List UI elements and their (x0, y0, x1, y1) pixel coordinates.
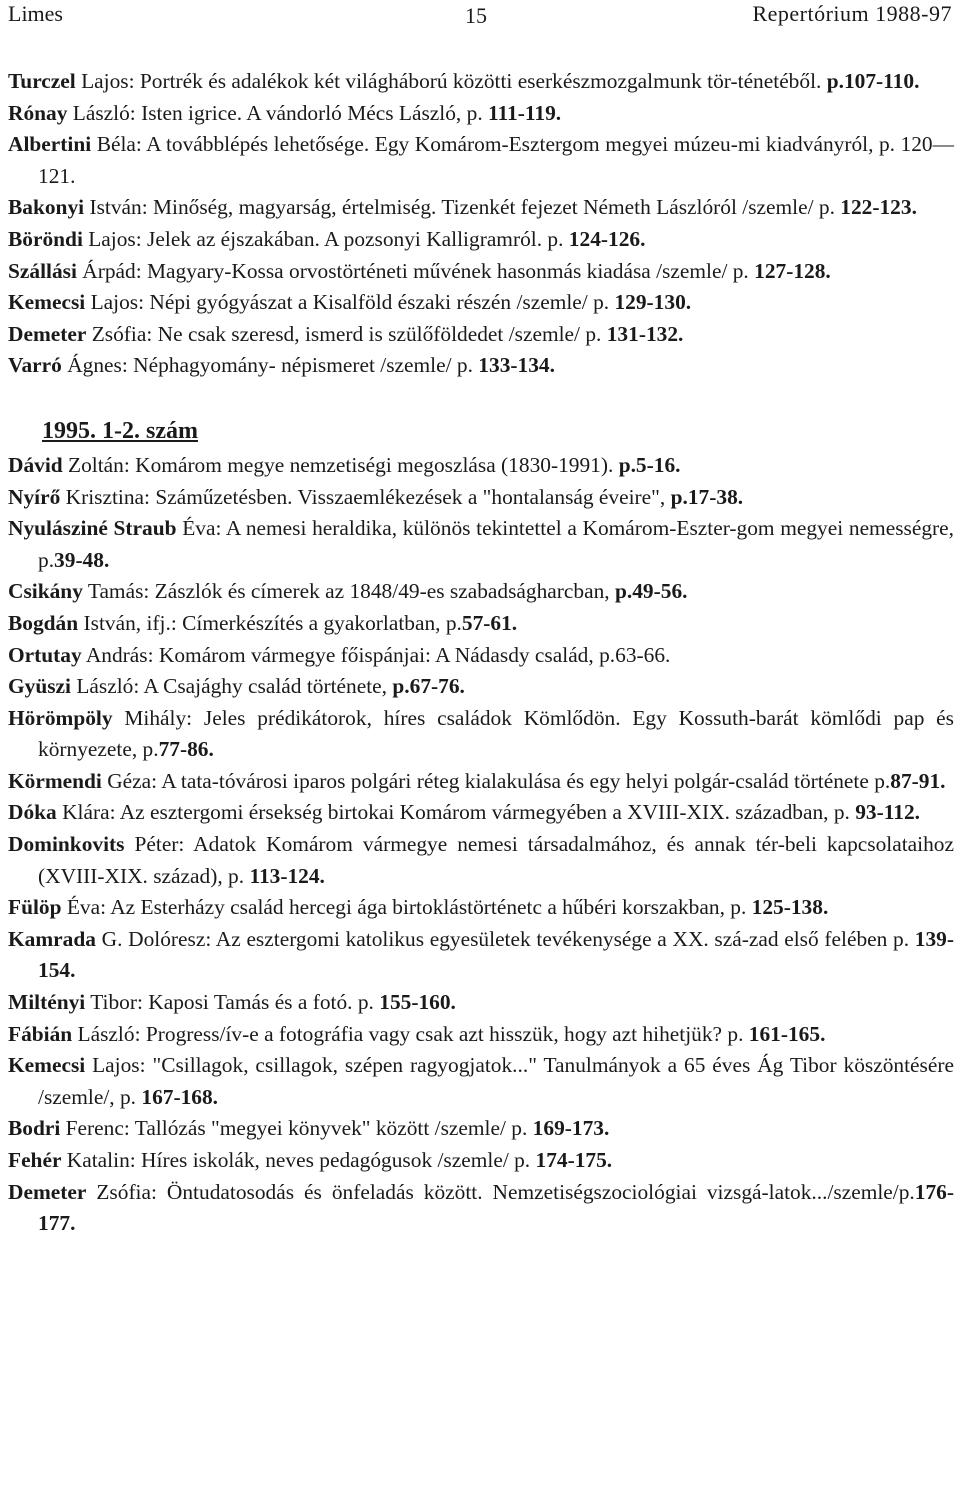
bibliography-entry (8, 287, 954, 319)
entry-text: Géza: A tata-tóvárosi iparos polgári réteg kialakulása és egy helyi polgár-család története p. (101, 768, 891, 793)
entry-author: Körmendi (8, 768, 102, 793)
bibliography-entry (8, 66, 954, 98)
entry-pages: 169-173. (532, 1116, 610, 1141)
bibliography-entry (8, 987, 954, 1019)
entry-author: Demeter (8, 1179, 87, 1204)
entry-text: László: A Csajághy család története, (71, 674, 393, 699)
entry-text: Béla: A továbblépés lehetősége. Egy Komárom-Esztergom megyei múzeu-mi kiadványról, p. 120—121. (38, 132, 954, 188)
bibliography-entry (8, 129, 954, 192)
entry-pages: 167-168. (141, 1084, 219, 1109)
entry-text: Lajos: Portrék és adalékok két világháború közötti eserkészmozgalmunk tör-ténetéből. (75, 69, 827, 93)
entry-text: Ferenc: Tallózás "megyei könyvek" között /szemle/ p. (60, 1116, 533, 1141)
bibliography-entry (8, 892, 954, 924)
bibliography-entry (8, 576, 954, 608)
entry-pages: p.107-110. (826, 69, 920, 93)
entry-author: Csikány (8, 579, 83, 604)
entry-text: G. Dolóresz: Az esztergomi katolikus egyesületek tevékenysége a XX. szá-zad első felében p. (95, 926, 915, 951)
entry-text: László: Progress/ív-e a fotográfia vagy csak azt hisszük, hogy azt hihetjük? p. (72, 1021, 749, 1046)
entry-author: Ortutay (8, 642, 82, 667)
entry-text: Péter: Adatok Komárom vármegye nemesi társadalmához, és annak tér-beli kapcsolataihoz (XVIII-XIX. század), p. (38, 832, 954, 888)
bibliography-entry (8, 1177, 954, 1240)
entry-author: Albertini (8, 132, 92, 157)
entry-author: Nyulásziné Straub (8, 516, 177, 541)
bibliography-entry (8, 829, 954, 892)
entry-text: Éva: Az Esterházy család hercegi ága birtoklástörténetc a hűbéri korszakban, p. (61, 895, 752, 920)
entry-author: Kamrada (8, 926, 96, 951)
entry-author: Fehér (8, 1148, 62, 1172)
entry-author: Gyüszi (8, 674, 71, 699)
page-number: 15 (465, 3, 487, 28)
entry-text: Krisztina: Száműzetésben. Visszaemlékezések a "hontalanság éveire", (60, 484, 671, 509)
entry-author: Bodri (8, 1116, 61, 1141)
page-header (8, 0, 952, 32)
section-heading: 1995. 1-2. szám (42, 417, 198, 444)
bibliography-list (8, 66, 954, 1240)
entry-pages: 39-48. (54, 547, 110, 572)
entry-author: Turczel (8, 69, 76, 93)
entry-pages: 161-165. (748, 1021, 826, 1046)
entry-author: Hörömpöly (8, 705, 113, 730)
entry-pages: 129-130. (614, 290, 692, 315)
entry-text: Lajos: Jelek az éjszakában. A pozsonyi Kalligramról. p. (82, 226, 569, 251)
entry-pages: p.17-38. (670, 484, 744, 509)
entry-author: Rónay (8, 100, 68, 125)
bibliography-entry (8, 671, 954, 703)
entry-pages: 122-123. (840, 195, 917, 220)
entry-pages: 133-134. (478, 353, 555, 378)
bibliography-entry (8, 450, 954, 482)
entry-author: Dóka (8, 800, 57, 825)
bibliography-entry (8, 703, 954, 766)
bibliography-entry (8, 640, 954, 672)
entry-pages: p.67-76. (392, 674, 465, 699)
entry-pages: 155-160. (379, 990, 456, 1015)
entry-pages: 87-91. (890, 768, 946, 793)
bibliography-entry (8, 482, 954, 514)
entries-group-2 (8, 450, 954, 1240)
entry-author: Bogdán (8, 610, 79, 635)
entry-text: Tibor: Kaposi Tamás és a fotó. p. (85, 990, 380, 1015)
bibliography-entry (8, 1145, 954, 1177)
entry-text: András: Komárom vármegye főispánjai: A Nádasdy család, p.63-66. (81, 642, 671, 667)
repertory-title: Repertórium 1988-97 (752, 1, 952, 26)
entry-text: Árpád: Magyary-Kossa orvostörténeti művének hasonmás kiadása /szemle/ p. (76, 258, 755, 283)
entry-text: Lajos: Népi gyógyászat a Kisalföld északi részén /szemle/ p. (85, 290, 615, 315)
entry-author: Dávid (8, 452, 63, 477)
entry-author: Nyírő (8, 484, 61, 509)
entry-pages: 111-119. (488, 100, 562, 125)
entry-text: Tamás: Zászlók és címerek az 1848/49-es szabadságharcban, (82, 579, 615, 604)
entry-author: Dominkovits (8, 832, 125, 857)
entry-pages: p.49-56. (614, 579, 688, 604)
entry-text: Zoltán: Komárom megye nemzetiségi megoszlása (1830-1991). (62, 452, 619, 477)
entry-text: Zsófia: Öntudatosodás és önfeladás között. Nemzetiségszociológiai vizsgá-latok.../szemle/p. (86, 1179, 915, 1204)
entry-pages: 131-132. (606, 321, 684, 346)
bibliography-entry (8, 350, 954, 382)
bibliography-entry (8, 766, 954, 798)
entry-author: Miltényi (8, 990, 86, 1015)
bibliography-entry (8, 319, 954, 351)
entry-author: Fábián (8, 1021, 73, 1046)
bibliography-entry (8, 98, 954, 130)
bibliography-entry (8, 924, 954, 987)
entry-pages: 176-177. (38, 1179, 954, 1236)
entry-text: Ágnes: Néphagyomány- népismeret /szemle/ p. (61, 353, 479, 378)
bibliography-entry (8, 1050, 954, 1113)
bibliography-entry (8, 224, 954, 256)
entries-group-1 (8, 66, 954, 382)
entry-text: Klára: Az esztergomi érsekség birtokai Komárom vármegyében a XVIII-XIX. században, p. (56, 800, 856, 825)
bibliography-entry (8, 1113, 954, 1145)
entry-text: Katalin: Híres iskolák, neves pedagógusok /szemle/ p. (61, 1148, 536, 1172)
entry-author: Fülöp (8, 895, 62, 920)
entry-pages: 93-112. (855, 800, 921, 825)
entry-pages: 127-128. (754, 258, 831, 283)
entry-text: László: Isten igrice. A vándorló Mécs László, p. (67, 100, 489, 125)
entry-pages: 113-124. (249, 863, 325, 888)
entry-author: Böröndi (8, 226, 83, 251)
entry-author: Demeter (8, 321, 87, 346)
entry-pages: 125-138. (751, 895, 829, 920)
entry-author: Kemecsi (8, 290, 86, 315)
bibliography-entry (8, 1019, 954, 1051)
entry-pages: 124-126. (568, 226, 646, 251)
entry-author: Szállási (8, 258, 77, 283)
bibliography-entry (8, 256, 954, 288)
entry-pages: 174-175. (535, 1148, 613, 1172)
entry-author: Kemecsi (8, 1053, 86, 1078)
bibliography-entry (8, 797, 954, 829)
entry-text: Lajos: "Csillagok, csillagok, szépen ragyogjatok..." Tanulmányok a 65 éves Ág Tibor köszöntésére /szemle/, p. (38, 1053, 954, 1109)
entry-text: Éva: A nemesi heraldika, különös tekintettel a Komárom-Eszter-gom megyei nemességre, p. (38, 516, 954, 572)
entry-pages: 57-61. (461, 610, 518, 635)
entry-pages: 77-86. (158, 737, 214, 762)
entry-author: Bakonyi (8, 195, 85, 220)
entry-text: Mihály: Jeles prédikátorok, híres családok Kömlődön. Egy Kossuth-barát kömlődi pap és környezete, p. (38, 705, 954, 762)
entry-text: Zsófia: Ne csak szeresd, ismerd is szülőföldedet /szemle/ p. (86, 321, 607, 346)
entry-pages: 139-154. (38, 926, 954, 983)
entry-author: Varró (8, 353, 62, 378)
entry-text: István: Minőség, magyarság, értelmiség. Tizenkét fejezet Németh Lászlóról /szemle/ p. (84, 195, 841, 220)
bibliography-entry (8, 608, 954, 640)
bibliography-entry (8, 513, 954, 576)
bibliography-entry (8, 192, 954, 224)
entry-pages: p.5-16. (618, 452, 681, 477)
entry-text: István, ifj.: Címerkészítés a gyakorlatban, p. (78, 610, 462, 635)
journal-title: Limes (8, 1, 63, 26)
